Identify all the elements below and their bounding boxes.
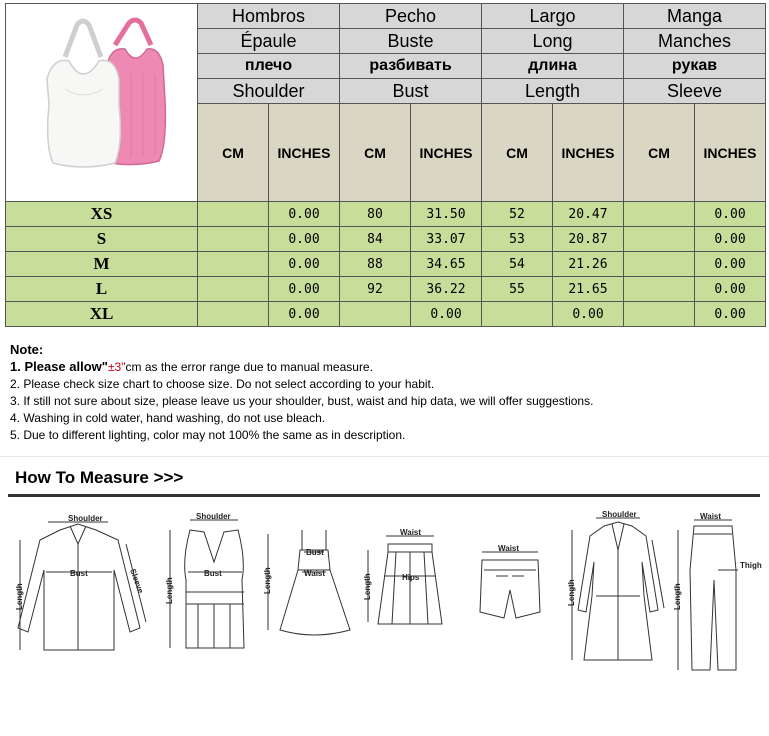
note-line-1-rest: cm as the error range due to manual measure. xyxy=(125,360,373,374)
header-sleeve-es: Manga xyxy=(624,4,766,29)
measurement-diagrams xyxy=(0,500,769,736)
size-cell: 84 xyxy=(340,227,411,252)
size-cell: 92 xyxy=(340,277,411,302)
size-cell: 0.00 xyxy=(269,277,340,302)
size-label: XL xyxy=(6,302,198,327)
size-cell: 0.00 xyxy=(695,202,766,227)
size-cell: 34.65 xyxy=(411,252,482,277)
size-cell: 55 xyxy=(482,277,553,302)
header-sleeve-en: Sleeve xyxy=(624,79,766,104)
size-row xyxy=(6,277,766,302)
vest-diagram-icon xyxy=(170,520,244,648)
section-divider xyxy=(0,456,769,457)
unit-header: INCHES xyxy=(553,104,624,202)
size-label: M xyxy=(6,252,198,277)
size-cell xyxy=(624,227,695,252)
size-cell xyxy=(198,302,269,327)
shoulder-label: Shoulder xyxy=(68,514,103,523)
size-chart-table xyxy=(5,3,766,327)
sleeve-label: Sleeve xyxy=(128,567,146,595)
tops-product-photo-icon xyxy=(7,5,197,195)
size-cell: 0.00 xyxy=(269,202,340,227)
header-sleeve-ru: рукав xyxy=(624,54,766,79)
notes-section xyxy=(10,341,760,444)
size-label: XS xyxy=(6,202,198,227)
header-shoulder-ru: плечо xyxy=(198,54,340,79)
shirt-diagram-icon xyxy=(18,522,146,650)
length-label: Length xyxy=(263,567,272,594)
title-rule xyxy=(8,494,760,497)
shorts-diagram-icon xyxy=(480,552,540,618)
size-cell: 0.00 xyxy=(553,302,624,327)
size-cell xyxy=(624,302,695,327)
size-cell xyxy=(340,302,411,327)
size-cell: 0.00 xyxy=(269,252,340,277)
size-label: S xyxy=(6,227,198,252)
how-to-measure-title xyxy=(15,468,183,488)
size-cell: 88 xyxy=(340,252,411,277)
notes-title: Note: xyxy=(10,342,44,357)
size-cell: 36.22 xyxy=(411,277,482,302)
size-cell: 0.00 xyxy=(695,252,766,277)
size-cell xyxy=(198,227,269,252)
bust-label: Bust xyxy=(70,569,88,578)
header-length-es: Largo xyxy=(482,4,624,29)
size-cell xyxy=(624,202,695,227)
unit-header: CM xyxy=(198,104,269,202)
header-length-en: Length xyxy=(482,79,624,104)
pants-diagram-icon xyxy=(678,520,738,670)
size-cell: 53 xyxy=(482,227,553,252)
length-label: Length xyxy=(165,577,174,604)
product-photo xyxy=(6,4,198,202)
shoulder-label: Shoulder xyxy=(602,510,637,519)
header-bust-fr: Buste xyxy=(340,29,482,54)
note-line-1-tolerance: ±3" xyxy=(107,360,126,374)
header-length-ru: длина xyxy=(482,54,624,79)
size-cell xyxy=(198,252,269,277)
hips-label: Hips xyxy=(402,573,420,582)
unit-header: INCHES xyxy=(695,104,766,202)
how-to-title-text: How To Measure xyxy=(15,468,149,487)
size-cell: 0.00 xyxy=(269,227,340,252)
size-row xyxy=(6,202,766,227)
size-cell: 0.00 xyxy=(269,302,340,327)
header-shoulder-fr: Épaule xyxy=(198,29,340,54)
size-cell: 20.87 xyxy=(553,227,624,252)
header-bust-ru: разбивать xyxy=(340,54,482,79)
note-item: 3. If still not sure about size, please leave us your shoulder, bust, waist and hip data, we will offer suggestions. xyxy=(10,394,594,408)
size-cell: 21.65 xyxy=(553,277,624,302)
waist-label: Waist xyxy=(304,569,326,578)
length-label: Length xyxy=(567,579,576,606)
size-row xyxy=(6,302,766,327)
waist-label: Waist xyxy=(400,528,422,537)
thigh-label: Thigh xyxy=(740,561,762,570)
size-cell xyxy=(482,302,553,327)
unit-header: CM xyxy=(624,104,695,202)
header-length-fr: Long xyxy=(482,29,624,54)
length-label: Length xyxy=(363,573,372,600)
dress-diagram-icon xyxy=(268,530,350,635)
waist-label: Waist xyxy=(700,512,722,521)
note-item: 2. Please check size chart to choose size. Do not select according to your habit. xyxy=(10,377,435,391)
size-cell: 31.50 xyxy=(411,202,482,227)
note-line-1 xyxy=(10,358,760,376)
size-cell: 20.47 xyxy=(553,202,624,227)
note-line-1-bold: 1. Please allow" xyxy=(10,359,108,374)
size-cell xyxy=(198,202,269,227)
size-cell: 0.00 xyxy=(695,227,766,252)
unit-header: INCHES xyxy=(411,104,482,202)
size-cell: 0.00 xyxy=(695,302,766,327)
size-cell: 54 xyxy=(482,252,553,277)
size-cell: 0.00 xyxy=(411,302,482,327)
unit-header: INCHES xyxy=(269,104,340,202)
note-item: 5. Due to different lighting, color may not 100% the same as in description. xyxy=(10,428,406,442)
shoulder-label: Shoulder xyxy=(196,512,231,521)
size-row xyxy=(6,252,766,277)
header-shoulder-es: Hombros xyxy=(198,4,340,29)
header-bust-en: Bust xyxy=(340,79,482,104)
waist-label: Waist xyxy=(498,544,520,553)
header-sleeve-fr: Manches xyxy=(624,29,766,54)
size-cell: 80 xyxy=(340,202,411,227)
bust-label: Bust xyxy=(306,548,324,557)
size-cell: 21.26 xyxy=(553,252,624,277)
size-cell: 0.00 xyxy=(695,277,766,302)
bust-label: Bust xyxy=(204,569,222,578)
coat-diagram-icon xyxy=(572,518,664,660)
unit-header: CM xyxy=(340,104,411,202)
size-cell: 52 xyxy=(482,202,553,227)
size-cell xyxy=(198,277,269,302)
how-to-arrows: >>> xyxy=(153,468,184,487)
header-bust-es: Pecho xyxy=(340,4,482,29)
size-cell xyxy=(624,277,695,302)
size-cell: 33.07 xyxy=(411,227,482,252)
length-label: Length xyxy=(673,583,682,610)
unit-header: CM xyxy=(482,104,553,202)
header-shoulder-en: Shoulder xyxy=(198,79,340,104)
length-label: Length xyxy=(15,583,24,610)
size-cell xyxy=(624,252,695,277)
size-label: L xyxy=(6,277,198,302)
note-item: 4. Washing in cold water, hand washing, do not use bleach. xyxy=(10,411,326,425)
size-row xyxy=(6,227,766,252)
